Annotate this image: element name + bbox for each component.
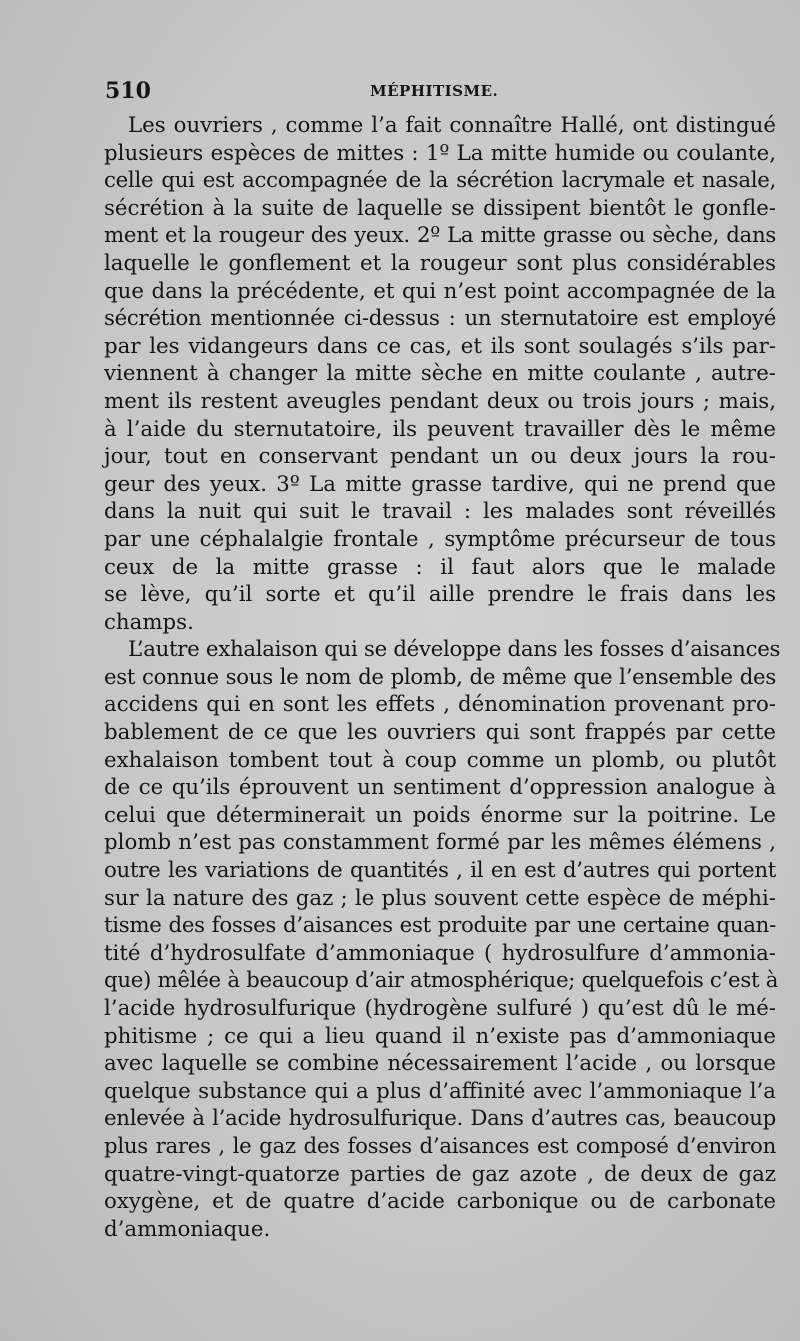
text-line: bablement de ce que les ouvriers qui sont frappés par cette: [104, 720, 776, 746]
text-line: est connue sous le nom de plomb, de même que l’ensemble des: [104, 664, 776, 690]
text-line: de ce qu’ils éprouvent un sentiment d’oppression analogue à: [104, 775, 776, 801]
text-line: plusieurs espèces de mittes : 1º La mitte humide ou coulante,: [104, 140, 776, 166]
body-text: [104, 112, 781, 1243]
text-line: plus rares , le gaz des fosses d’aisances est composé d’environ: [104, 1133, 776, 1159]
text-line: geur des yeux. 3º La mitte grasse tardive, qui ne prend que: [104, 471, 776, 497]
text-line: Les ouvriers , comme l’a fait connaître Hallé, ont distingué: [128, 113, 776, 138]
text-line: outre les variations de quantités , il en est d’autres qui portent: [104, 858, 776, 884]
text-line: quelque substance qui a plus d’affinité avec l’ammoniaque l’a: [104, 1078, 776, 1104]
text-line: que) mêlée à beaucoup d’air atmosphérique; quelquefois c’est à: [104, 968, 779, 994]
text-line: quatre-vingt-quatorze parties de gaz azote , de deux de gaz: [104, 1161, 776, 1187]
text-line: par les vidangeurs dans ce cas, et ils sont soulagés s’ils par-: [104, 333, 776, 359]
text-line: à l’aide du sternutatoire, ils peuvent travailler dès le même: [104, 416, 776, 442]
text-line: l’acide hydrosulfurique (hydrogène sulfuré ) qu’est dû le mé-: [104, 996, 776, 1021]
text-line: jour, tout en conservant pendant un ou deux jours la rou-: [104, 444, 776, 470]
text-line: d’ammoniaque.: [104, 1216, 271, 1242]
text-line: celle qui est accompagnée de la sécrétion lacrymale et nasale,: [104, 168, 776, 194]
text-line: laquelle le gonflement et la rougeur sont plus considérables: [104, 250, 776, 276]
text-line: sécrétion mentionnée ci-dessus : un sternutatoire est employé: [104, 306, 776, 332]
text-line: plomb n’est pas constamment formé par les mêmes élémens ,: [104, 830, 776, 856]
text-line: que dans la précédente, et qui n’est point accompagnée de la: [104, 278, 776, 304]
page-header: [105, 78, 775, 108]
text-line: L’autre exhalaison qui se développe dans les fosses d’aisances: [128, 637, 781, 663]
text-line: champs.: [104, 609, 194, 635]
text-line: sécrétion à la suite de laquelle se dissipent bientôt le gonfle-: [104, 195, 776, 221]
text-line: ceux de la mitte grasse : il faut alors que le malade: [104, 554, 776, 580]
paragraph-plomb: [104, 636, 781, 1243]
text-line: sur la nature des gaz ; le plus souvent cette espèce de méphi-: [104, 885, 776, 911]
text-line: phitisme ; ce qui a lieu quand il n’existe pas d’ammoniaque: [104, 1023, 776, 1049]
text-line: oxygène, et de quatre d’acide carbonique ou de carbonate: [104, 1189, 776, 1215]
text-line: avec laquelle se combine nécessairement l’acide , ou lorsque: [104, 1051, 776, 1077]
text-line: tité d’hydrosulfate d’ammoniaque ( hydrosulfure d’ammonia-: [104, 940, 776, 966]
page-number: 510: [105, 78, 151, 104]
text-line: enlevée à l’acide hydrosulfurique. Dans d’autres cas, beaucoup: [104, 1106, 776, 1132]
paragraph-mittes: [104, 112, 776, 636]
text-line: accidens qui en sont les effets , dénomination provenant pro-: [104, 692, 776, 718]
text-line: ment et la rougeur des yeux. 2º La mitte grasse ou sèche, dans: [104, 223, 776, 249]
text-line: se lève, qu’il sorte et qu’il aille prendre le frais dans les: [104, 582, 776, 608]
text-line: par une céphalalgie frontale , symptôme précurseur de tous: [104, 526, 776, 552]
text-line: tisme des fosses d’aisances est produite par une certaine quan-: [104, 913, 776, 939]
text-line: viennent à changer la mitte sèche en mitte coulante , autre-: [104, 361, 776, 387]
text-line: ment ils restent aveugles pendant deux ou trois jours ; mais,: [104, 388, 776, 414]
text-line: celui que déterminerait un poids énorme sur la poitrine. Le: [104, 802, 776, 828]
text-line: dans la nuit qui suit le travail : les malades sont réveillés: [104, 499, 776, 525]
running-title: MÉPHITISME.: [370, 82, 499, 100]
text-line: exhalaison tombent tout à coup comme un plomb, ou plutôt: [104, 747, 776, 773]
